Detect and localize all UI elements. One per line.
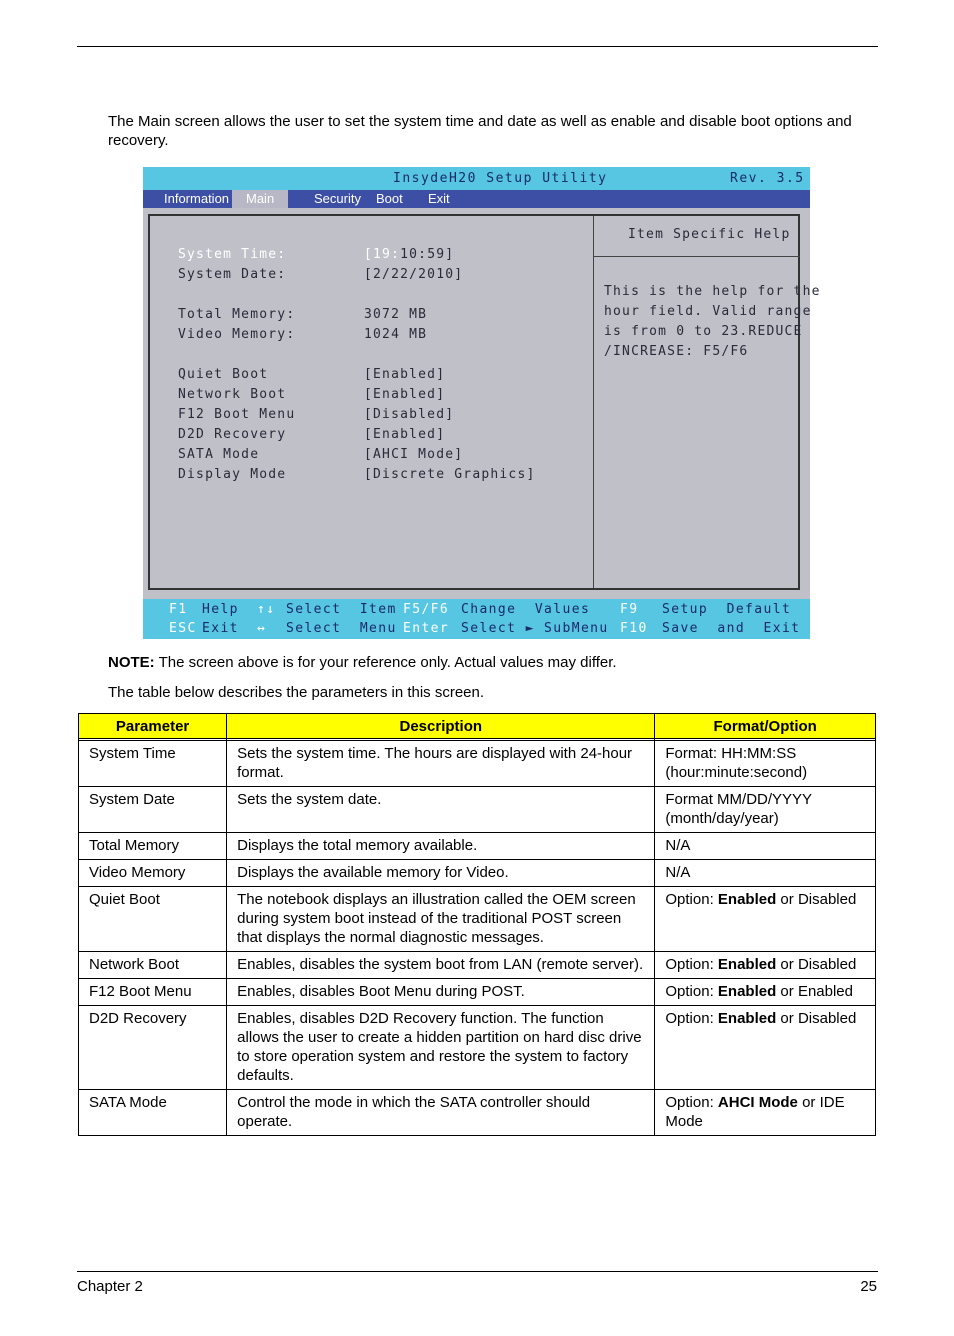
cell-parameter: F12 Boot Menu (79, 979, 227, 1006)
bios-key-legend (143, 599, 810, 639)
cell-description: Displays the total memory available. (227, 833, 655, 860)
bios-row-display-mode[interactable]: Display Mode [Discrete Graphics] (178, 467, 536, 482)
table-row (79, 1090, 876, 1136)
key-select-menu-label: Select Menu (286, 621, 397, 636)
footer-page-number: 25 (860, 1278, 877, 1295)
bios-menu-main[interactable]: Main (232, 190, 288, 208)
bios-row-network-boot[interactable]: Network Boot [Enabled] (178, 387, 446, 402)
bios-menu-information[interactable]: Information (164, 191, 230, 206)
cell-parameter: Network Boot (79, 952, 227, 979)
header-description: Description (227, 714, 655, 739)
bios-revision: Rev. 3.5 (730, 171, 805, 186)
bios-help-line: This is the help for the (604, 284, 821, 299)
bios-row-total-memory: Total Memory: 3072 MB (178, 307, 428, 322)
cell-parameter: D2D Recovery (79, 1006, 227, 1090)
bios-row-quiet-boot[interactable]: Quiet Boot [Enabled] (178, 367, 446, 382)
cell-format: Format MM/DD/YYYY (month/day/year) (655, 787, 876, 833)
table-row (79, 952, 876, 979)
table-row (79, 860, 876, 887)
cell-description: Control the mode in which the SATA controller should operate. (227, 1090, 655, 1136)
cell-description: The notebook displays an illustration called the OEM screen during system boot instead of the traditional POST screen that displays the normal diagnostic messages. (227, 887, 655, 952)
intro-paragraph: The Main screen allows the user to set the system time and date as well as enable and disable boot options and recovery. (108, 113, 852, 149)
key-f5f6: F5/F6 (403, 602, 450, 617)
key-enter: Enter (403, 621, 450, 636)
cell-description: Enables, disables D2D Recovery function. The function allows the user to create a hidden partition on hard disc drive to store operation system and restore the system to factory defaults. (227, 1006, 655, 1090)
bios-help-line: /INCREASE: F5/F6 (604, 344, 749, 359)
cell-description: Enables, disables Boot Menu during POST. (227, 979, 655, 1006)
bios-main-panel (148, 214, 821, 590)
note-paragraph (108, 654, 617, 671)
cell-description: Displays the available memory for Video. (227, 860, 655, 887)
bios-row-d2d-recovery[interactable]: D2D Recovery [Enabled] (178, 427, 446, 442)
key-exit-label: Exit (202, 621, 239, 636)
cell-parameter: Total Memory (79, 833, 227, 860)
note-text: The screen above is for your reference only. Actual values may differ. (154, 654, 617, 671)
bios-help-line: hour field. Valid range (604, 304, 812, 319)
cell-parameter: SATA Mode (79, 1090, 227, 1136)
cell-format: N/A (655, 860, 876, 887)
table-row (79, 741, 876, 787)
bios-title-bar (143, 167, 810, 190)
cell-format: Option: Enabled or Enabled (655, 979, 876, 1006)
left-right-arrows-icon: ↔ (257, 621, 267, 636)
cell-format: Option: Enabled or Disabled (655, 952, 876, 979)
bios-help-separator (593, 256, 800, 257)
bios-help-line: is from 0 to 23.REDUCE (604, 324, 803, 339)
cell-parameter: System Time (79, 741, 227, 787)
bios-menu-exit[interactable]: Exit (428, 191, 450, 206)
key-f1: F1 (169, 602, 188, 617)
bios-screenshot (143, 167, 821, 639)
bios-row-system-time[interactable]: System Time: [19:10:59] (178, 247, 455, 262)
bios-menu-security[interactable]: Security (314, 191, 361, 206)
table-row (79, 887, 876, 952)
bios-panel-divider (593, 216, 594, 588)
cell-format: Format: HH:MM:SS (hour:minute:second) (655, 741, 876, 787)
key-help-label: Help (202, 602, 239, 617)
bios-row-f12-boot-menu[interactable]: F12 Boot Menu [Disabled] (178, 407, 455, 422)
table-row (79, 1006, 876, 1090)
table-header-row (79, 714, 876, 739)
cell-format: Option: Enabled or Disabled (655, 887, 876, 952)
bottom-rule (77, 1271, 878, 1272)
cell-format: N/A (655, 833, 876, 860)
key-f9: F9 (620, 602, 639, 617)
key-setup-default-label: Setup Default (662, 602, 792, 617)
table-row (79, 979, 876, 1006)
table-row (79, 787, 876, 833)
table-intro: The table below describes the parameters in this screen. (108, 684, 485, 701)
bios-help-title: Item Specific Help (628, 227, 791, 242)
key-f10: F10 (620, 621, 648, 636)
cell-description: Enables, disables the system boot from LAN (remote server). (227, 952, 655, 979)
parameters-table (78, 713, 876, 1136)
cell-format: Option: Enabled or Disabled (655, 1006, 876, 1090)
bios-menu-bar (143, 190, 810, 208)
key-select-submenu-label: Select ► SubMenu (461, 621, 609, 636)
header-format-option: Format/Option (655, 714, 876, 739)
bios-row-sata-mode[interactable]: SATA Mode [AHCI Mode] (178, 447, 464, 462)
table-row (79, 833, 876, 860)
bios-title: InsydeH20 Setup Utility (393, 171, 608, 186)
cell-parameter: System Date (79, 787, 227, 833)
top-rule (77, 46, 878, 47)
bios-row-system-date[interactable]: System Date: [2/22/2010] (178, 267, 464, 282)
key-save-exit-label: Save and Exit (662, 621, 801, 636)
note-label: NOTE: (108, 654, 155, 671)
footer-chapter: Chapter 2 (77, 1278, 143, 1295)
cell-description: Sets the system date. (227, 787, 655, 833)
cell-parameter: Video Memory (79, 860, 227, 887)
up-down-arrows-icon: ↑↓ (257, 602, 276, 617)
cell-parameter: Quiet Boot (79, 887, 227, 952)
key-select-item-label: Select Item (286, 602, 397, 617)
key-esc: ESC (169, 621, 197, 636)
bios-row-video-memory: Video Memory: 1024 MB (178, 327, 428, 342)
cell-description: Sets the system time. The hours are displayed with 24-hour format. (227, 741, 655, 787)
header-parameter: Parameter (79, 714, 227, 739)
cell-format: Option: AHCI Mode or IDE Mode (655, 1090, 876, 1136)
bios-menu-boot[interactable]: Boot (376, 191, 403, 206)
key-change-values-label: Change Values (461, 602, 591, 617)
